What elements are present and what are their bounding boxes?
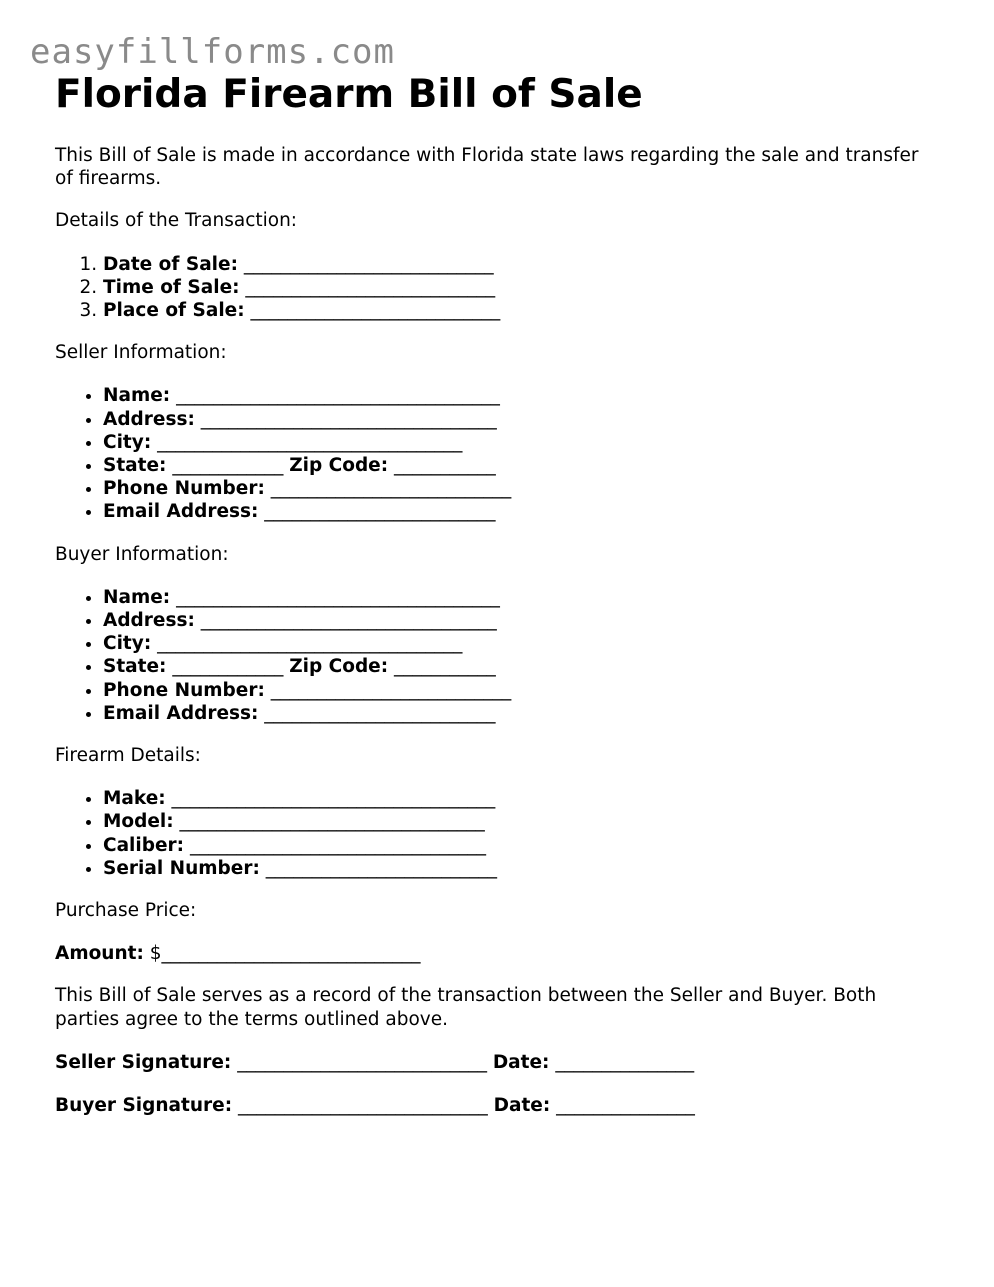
seller-state-field[interactable]: ____________ bbox=[166, 455, 290, 477]
seller-email-field[interactable]: _________________________ bbox=[258, 501, 496, 523]
time-of-sale-field[interactable]: ___________________________ bbox=[239, 276, 496, 298]
date-of-sale-field[interactable]: ___________________________ bbox=[237, 253, 494, 275]
seller-address-field[interactable]: ________________________________ bbox=[194, 408, 497, 430]
place-of-sale-field[interactable]: ___________________________ bbox=[244, 300, 501, 322]
serial-number-label: Serial Number: bbox=[103, 857, 260, 879]
transaction-list bbox=[55, 253, 935, 323]
model-label: Model: bbox=[103, 811, 174, 833]
seller-date-label: Date: bbox=[492, 1051, 550, 1073]
make-field[interactable]: ___________________________________ bbox=[165, 788, 496, 810]
buyer-zip-field[interactable]: ___________ bbox=[388, 656, 496, 678]
seller-phone-label: Phone Number: bbox=[103, 478, 265, 500]
list-item bbox=[103, 454, 935, 477]
caliber-label: Caliber: bbox=[103, 834, 185, 856]
make-label: Make: bbox=[103, 788, 166, 810]
list-item bbox=[103, 810, 935, 833]
buyer-phone-label: Phone Number: bbox=[103, 679, 265, 701]
seller-heading: Seller Information: bbox=[55, 342, 227, 364]
seller-date-field[interactable]: _______________ bbox=[549, 1051, 695, 1073]
list-item bbox=[103, 834, 935, 857]
amount-line bbox=[55, 942, 935, 965]
list-item bbox=[103, 477, 935, 500]
buyer-signature-field[interactable]: ___________________________ bbox=[232, 1095, 494, 1117]
firearm-list bbox=[55, 787, 935, 880]
list-item bbox=[103, 702, 935, 725]
buyer-name-label: Name: bbox=[103, 586, 171, 608]
seller-signature-field[interactable]: ___________________________ bbox=[231, 1051, 493, 1073]
purchase-price-heading: Purchase Price: bbox=[55, 900, 197, 922]
list-item bbox=[103, 857, 935, 880]
seller-signature-label: Seller Signature: bbox=[55, 1051, 232, 1073]
seller-zip-label: Zip Code: bbox=[289, 455, 389, 477]
amount-field[interactable]: $____________________________ bbox=[143, 943, 421, 965]
list-item bbox=[103, 500, 935, 523]
buyer-signature-label: Buyer Signature: bbox=[55, 1095, 233, 1117]
list-item bbox=[103, 299, 935, 322]
buyer-date-field[interactable]: _______________ bbox=[550, 1095, 695, 1117]
seller-zip-field[interactable]: ___________ bbox=[388, 455, 496, 477]
buyer-list bbox=[55, 586, 935, 725]
buyer-name-field[interactable]: ___________________________________ bbox=[170, 586, 500, 608]
seller-signature-line bbox=[55, 1051, 935, 1074]
seller-city-label: City: bbox=[103, 431, 152, 453]
buyer-heading: Buyer Information: bbox=[55, 543, 229, 565]
seller-state-label: State: bbox=[103, 455, 167, 477]
buyer-phone-field[interactable]: __________________________ bbox=[264, 679, 512, 701]
document-body bbox=[55, 70, 935, 1117]
list-item bbox=[103, 679, 935, 702]
seller-list bbox=[55, 384, 935, 523]
buyer-zip-label: Zip Code: bbox=[289, 656, 389, 678]
buyer-date-label: Date: bbox=[493, 1095, 551, 1117]
seller-name-field[interactable]: ___________________________________ bbox=[170, 385, 500, 407]
intro-paragraph: This Bill of Sale is made in accordance with Florida state laws regarding the sale and transfer of firearms. bbox=[55, 145, 919, 190]
seller-address-label: Address: bbox=[103, 408, 195, 430]
seller-email-label: Email Address: bbox=[103, 501, 259, 523]
closing-paragraph: This Bill of Sale serves as a record of the transaction between the Seller and Buyer. Both parties agree to the terms outlined above. bbox=[55, 985, 877, 1030]
buyer-signature-line bbox=[55, 1094, 935, 1117]
list-item bbox=[103, 787, 935, 810]
list-item bbox=[103, 632, 935, 655]
buyer-address-field[interactable]: ________________________________ bbox=[194, 610, 497, 632]
list-item bbox=[103, 431, 935, 454]
list-item bbox=[103, 384, 935, 407]
place-of-sale-label: Place of Sale: bbox=[103, 300, 245, 322]
seller-city-field[interactable]: _________________________________ bbox=[151, 431, 463, 453]
buyer-city-label: City: bbox=[103, 633, 152, 655]
list-item bbox=[103, 408, 935, 431]
list-item bbox=[103, 586, 935, 609]
buyer-state-field[interactable]: ____________ bbox=[166, 656, 290, 678]
buyer-email-label: Email Address: bbox=[103, 702, 259, 724]
list-item bbox=[103, 609, 935, 632]
document-title: Florida Firearm Bill of Sale bbox=[55, 72, 643, 117]
buyer-city-field[interactable]: _________________________________ bbox=[151, 633, 463, 655]
seller-phone-field[interactable]: __________________________ bbox=[264, 478, 512, 500]
list-item bbox=[103, 253, 935, 276]
watermark-text: easyfillforms.com bbox=[30, 32, 395, 72]
transaction-heading: Details of the Transaction: bbox=[55, 210, 298, 232]
model-field[interactable]: _________________________________ bbox=[173, 811, 485, 833]
list-item bbox=[103, 655, 935, 678]
buyer-state-label: State: bbox=[103, 656, 167, 678]
list-item bbox=[103, 276, 935, 299]
serial-number-field[interactable]: _________________________ bbox=[259, 857, 497, 879]
buyer-email-field[interactable]: _________________________ bbox=[258, 702, 496, 724]
date-of-sale-label: Date of Sale: bbox=[103, 253, 238, 275]
time-of-sale-label: Time of Sale: bbox=[103, 276, 240, 298]
amount-label: Amount: bbox=[55, 943, 144, 965]
buyer-address-label: Address: bbox=[103, 610, 195, 632]
caliber-field[interactable]: ________________________________ bbox=[184, 834, 486, 856]
seller-name-label: Name: bbox=[103, 385, 171, 407]
firearm-heading: Firearm Details: bbox=[55, 745, 201, 767]
